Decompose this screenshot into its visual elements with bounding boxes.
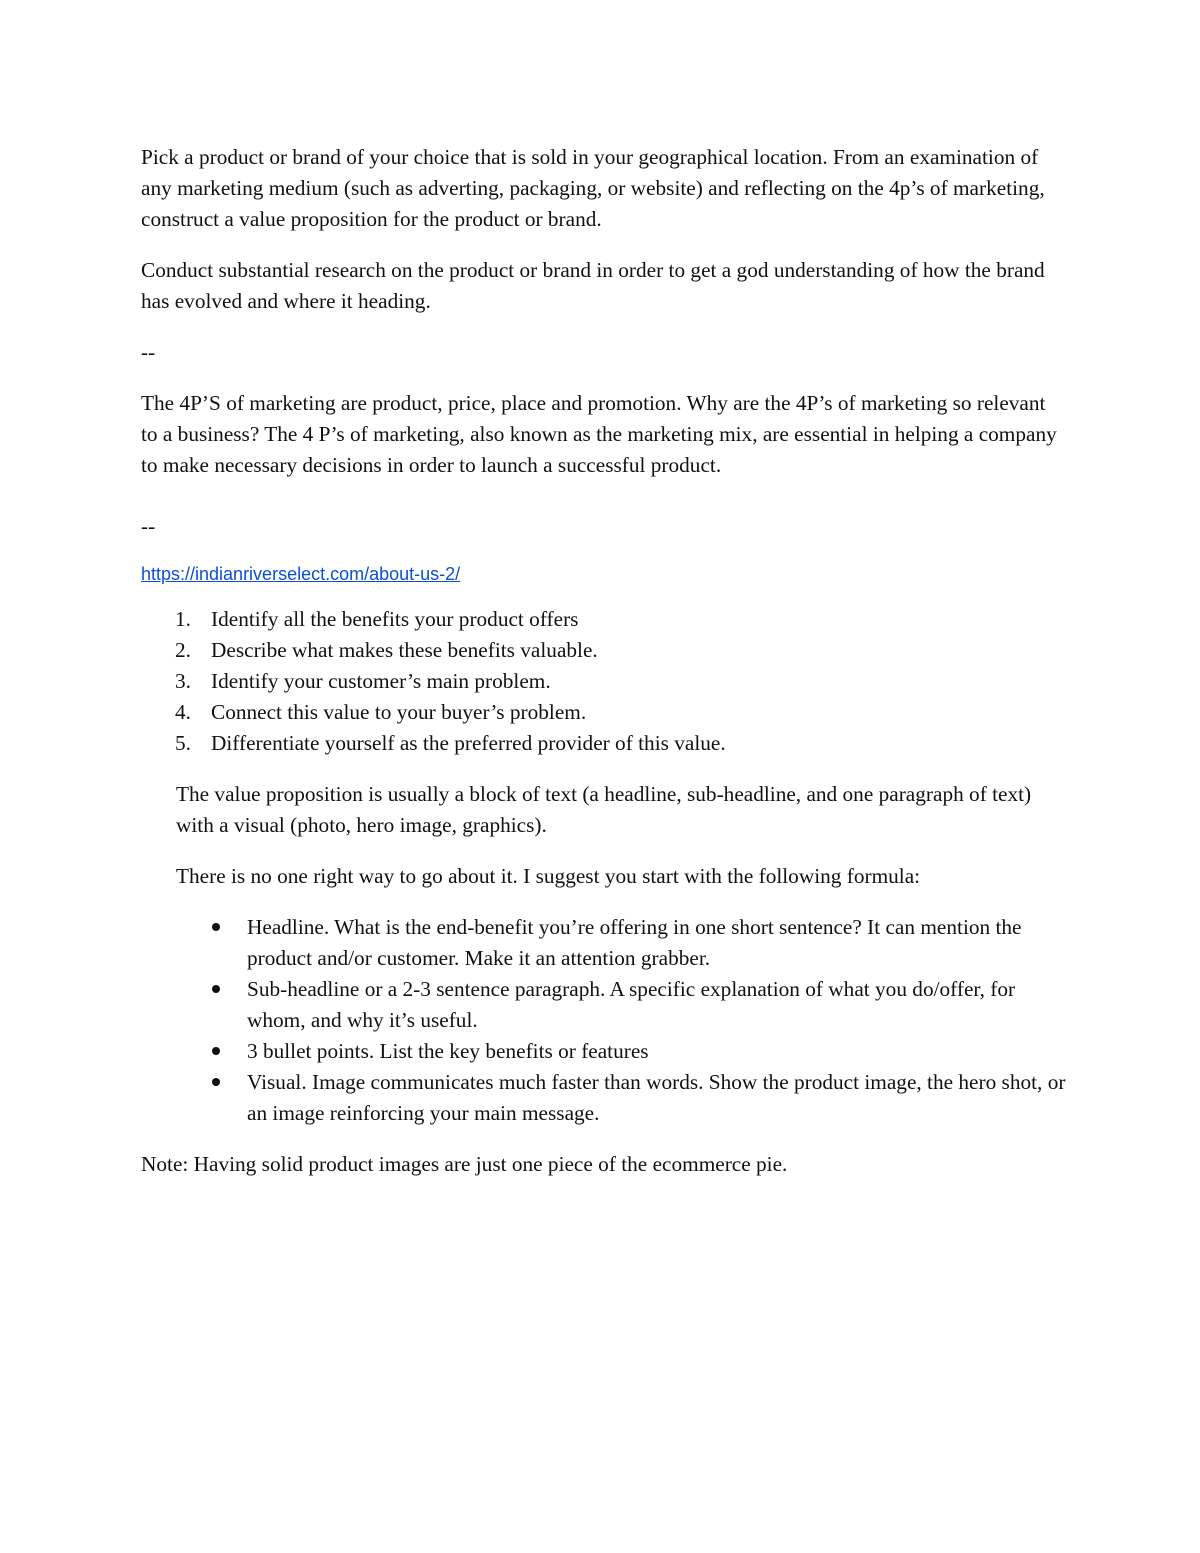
- list-item-text: 3 bullet points. List the key benefits or features: [247, 1039, 649, 1063]
- steps-list: [141, 604, 1066, 759]
- list-item-text: Connect this value to your buyer’s problem.: [211, 700, 587, 724]
- bullet-dot-icon: [212, 1047, 220, 1055]
- list-item: [141, 697, 1066, 728]
- list-item-text: Identify your customer’s main problem.: [211, 669, 551, 693]
- list-number: 3.: [175, 669, 191, 693]
- list-item: [141, 728, 1066, 759]
- separator: --: [141, 514, 156, 538]
- list-item-text: Differentiate yourself as the preferred provider of this value.: [211, 731, 726, 755]
- list-item: [141, 1067, 1066, 1129]
- separator: --: [141, 340, 156, 364]
- four-ps-paragraph: The 4P’S of marketing are product, price, place and promotion. Why are the 4P’s of marketing so relevant to a business? The 4 P’s of marketing, also known as the marketing mix, are essential in helping a company to make necessary decisions in order to launch a successful product.: [141, 391, 1057, 477]
- list-item-text: Identify all the benefits your product offers: [211, 607, 579, 631]
- bullet-dot-icon: [212, 923, 220, 931]
- list-item-text: Sub-headline or a 2-3 sentence paragraph. A specific explanation of what you do/offer, for whom, and why it’s useful.: [247, 977, 1016, 1032]
- list-number: 5.: [175, 731, 191, 755]
- reference-link[interactable]: https://indianriverselect.com/about-us-2/: [141, 564, 461, 584]
- document-body: [141, 142, 1066, 1200]
- list-number: 1.: [175, 607, 191, 631]
- list-item-text: Visual. Image communicates much faster than words. Show the product image, the hero shot, or an image reinforcing your main message.: [247, 1070, 1066, 1125]
- list-item: [141, 974, 1066, 1036]
- note-paragraph: Note: Having solid product images are just one piece of the ecommerce pie.: [141, 1152, 788, 1176]
- formula-bullet-list: [141, 912, 1066, 1129]
- list-item-text: Describe what makes these benefits valuable.: [211, 638, 598, 662]
- intro-paragraph: Pick a product or brand of your choice that is sold in your geographical location. From an examination of any marketing medium (such as adverting, packaging, or website) and reflecting on the 4p’s of marketing, construct a value proposition for the product or brand.: [141, 145, 1045, 231]
- list-item: [141, 666, 1066, 697]
- list-item: [141, 1036, 1066, 1067]
- reference-link-line: [141, 562, 1066, 586]
- bullet-dot-icon: [212, 1078, 220, 1086]
- research-paragraph: Conduct substantial research on the product or brand in order to get a god understanding of how the brand has evolved and where it heading.: [141, 258, 1045, 313]
- formula-intro-paragraph: There is no one right way to go about it. I suggest you start with the following formula:: [176, 864, 921, 888]
- list-item: [141, 635, 1066, 666]
- list-item-text: Headline. What is the end-benefit you’re offering in one short sentence? It can mention the product and/or customer. Make it an attention grabber.: [247, 915, 1022, 970]
- bullet-dot-icon: [212, 985, 220, 993]
- list-number: 2.: [175, 638, 191, 662]
- value-proposition-paragraph: The value proposition is usually a block of text (a headline, sub-headline, and one paragraph of text) with a visual (photo, hero image, graphics).: [176, 782, 1032, 837]
- list-number: 4.: [175, 700, 191, 724]
- list-item: [141, 604, 1066, 635]
- list-item: [141, 912, 1066, 974]
